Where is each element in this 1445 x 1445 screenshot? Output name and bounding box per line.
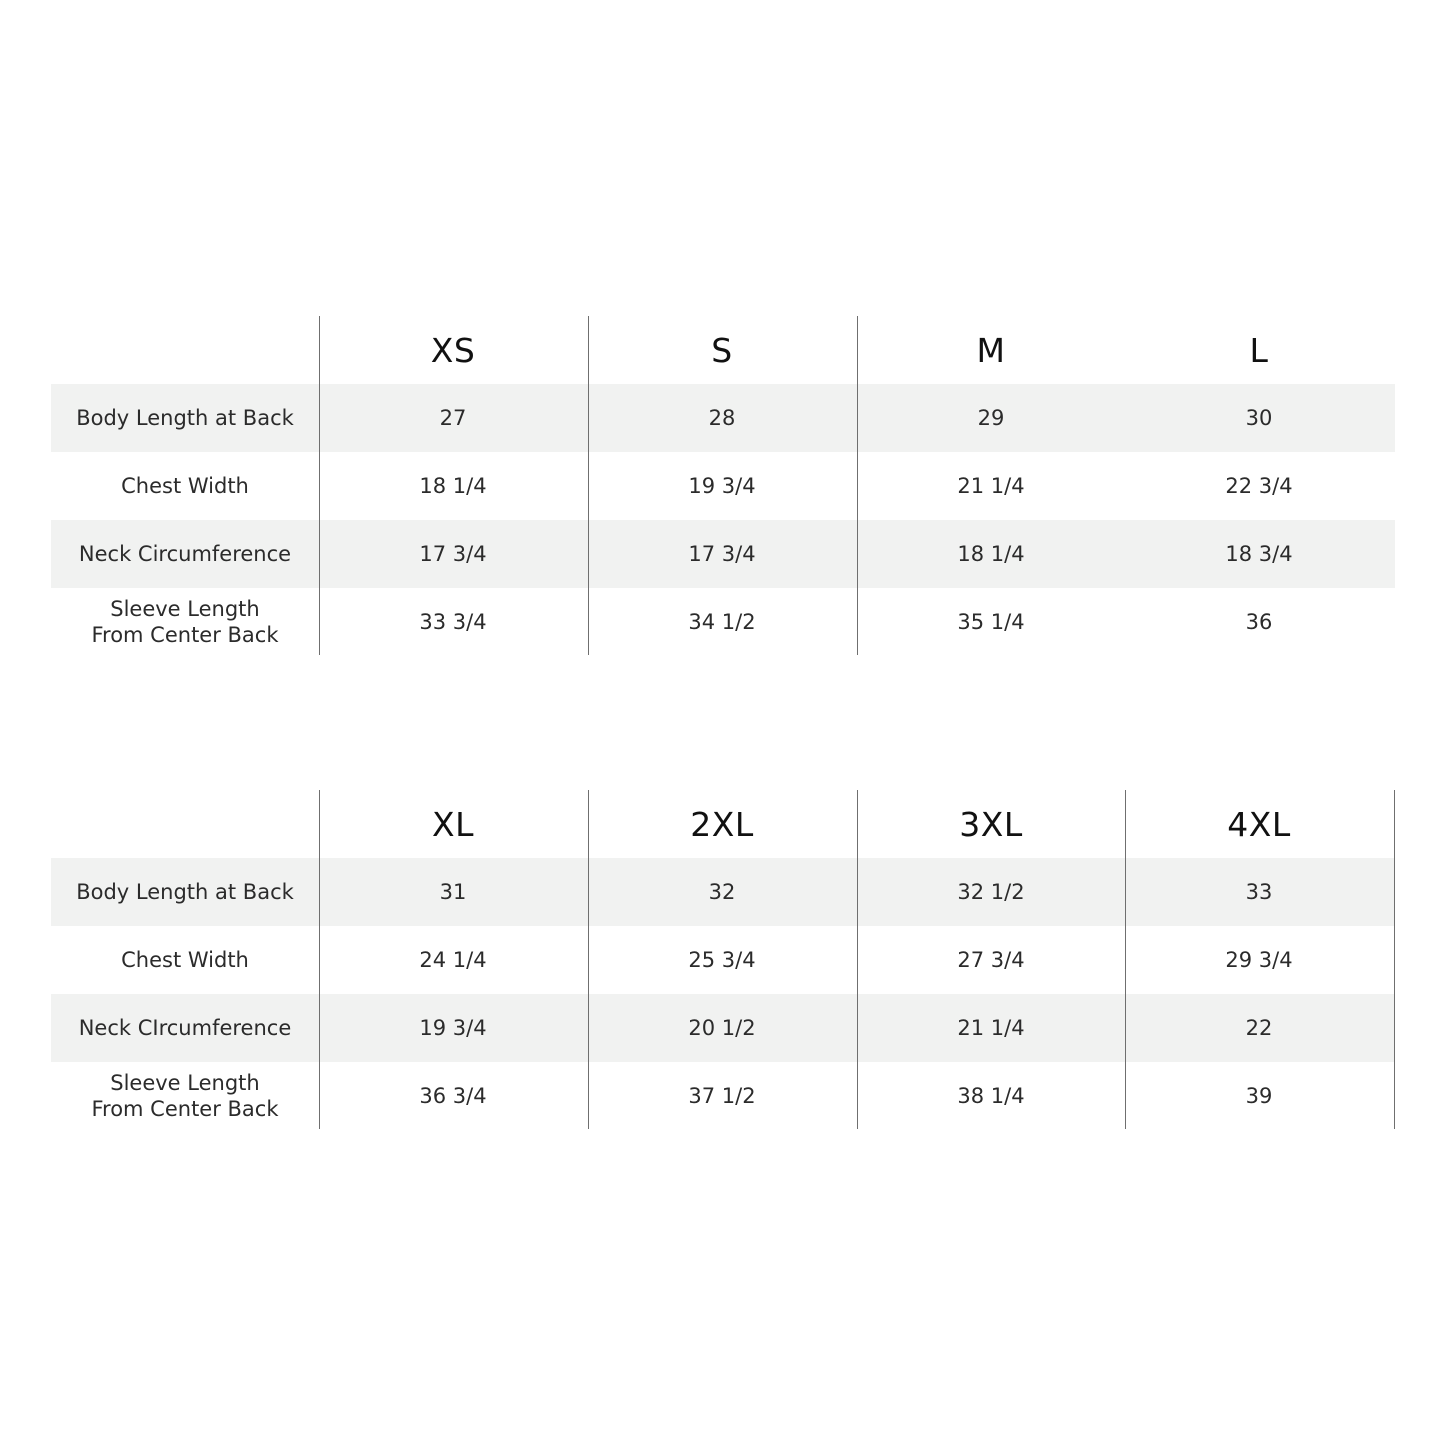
table-cell: 33 bbox=[1245, 880, 1273, 904]
table-cell: 24 1/4 bbox=[419, 948, 487, 972]
table-cell: 17 3/4 bbox=[419, 542, 487, 566]
size-header-s: S bbox=[711, 331, 733, 370]
table-cell: 39 bbox=[1245, 1083, 1273, 1108]
column-divider bbox=[1125, 790, 1126, 1129]
column-divider bbox=[588, 790, 589, 1129]
row-label-body-length: Body Length at Back bbox=[76, 880, 294, 904]
table-cell: 27 bbox=[439, 406, 467, 430]
size-header-3xl: 3XL bbox=[959, 805, 1023, 844]
column-divider bbox=[1394, 790, 1395, 1129]
column-divider bbox=[319, 790, 320, 1129]
row-label-body-length: Body Length at Back bbox=[76, 406, 294, 430]
table-cell: 34 1/2 bbox=[688, 609, 756, 634]
row-label-chest-width: Chest Width bbox=[121, 948, 249, 972]
table-cell: 19 3/4 bbox=[688, 474, 756, 498]
size-header-m: M bbox=[976, 331, 1006, 370]
table-cell: 36 3/4 bbox=[419, 1083, 487, 1108]
row-label-sleeve-length: Sleeve Length From Center Back bbox=[91, 1070, 279, 1121]
table-row bbox=[51, 520, 1395, 588]
column-divider bbox=[857, 790, 858, 1129]
table-row bbox=[51, 994, 1395, 1062]
table-row bbox=[51, 1062, 1395, 1129]
table-cell: 37 1/2 bbox=[688, 1083, 756, 1108]
table-cell: 36 bbox=[1245, 609, 1273, 634]
row-label-chest-width: Chest Width bbox=[121, 474, 249, 498]
table-cell: 30 bbox=[1245, 406, 1273, 430]
row-label-neck-circumference: Neck CIrcumference bbox=[78, 1016, 292, 1040]
table-cell: 21 1/4 bbox=[957, 1016, 1025, 1040]
table-cell: 19 3/4 bbox=[419, 1016, 487, 1040]
header-empty-cell bbox=[51, 790, 319, 858]
size-header-xs: XS bbox=[430, 331, 476, 370]
table-cell: 31 bbox=[439, 880, 467, 904]
table-cell: 25 3/4 bbox=[688, 948, 756, 972]
table-cell: 29 bbox=[977, 406, 1005, 430]
table-row bbox=[51, 858, 1395, 926]
table-cell: 17 3/4 bbox=[688, 542, 756, 566]
table-cell: 35 1/4 bbox=[957, 609, 1025, 634]
size-header-2xl: 2XL bbox=[690, 805, 754, 844]
size-header-xl: XL bbox=[432, 805, 474, 844]
table-cell: 21 1/4 bbox=[957, 474, 1025, 498]
row-label-sleeve-length: Sleeve Length From Center Back bbox=[91, 596, 279, 647]
column-divider bbox=[319, 316, 320, 655]
table-row bbox=[51, 452, 1395, 520]
table-cell: 20 1/2 bbox=[688, 1016, 756, 1040]
size-header-l: L bbox=[1249, 331, 1269, 370]
table-cell: 27 3/4 bbox=[957, 948, 1025, 972]
table-cell: 18 1/4 bbox=[419, 474, 487, 498]
table-cell: 28 bbox=[708, 406, 736, 430]
size-header-row bbox=[51, 790, 1395, 858]
row-label-neck-circumference: Neck Circumference bbox=[78, 542, 292, 566]
table-row bbox=[51, 926, 1395, 994]
table-row bbox=[51, 588, 1395, 655]
table-cell: 32 1/2 bbox=[957, 880, 1025, 904]
table-cell: 33 3/4 bbox=[419, 609, 487, 634]
table-cell: 18 1/4 bbox=[957, 542, 1025, 566]
table-row bbox=[51, 384, 1395, 452]
table-cell: 29 3/4 bbox=[1225, 948, 1293, 972]
table-cell: 22 bbox=[1245, 1016, 1273, 1040]
table-cell: 38 1/4 bbox=[957, 1083, 1025, 1108]
table-cell: 18 3/4 bbox=[1225, 542, 1293, 566]
size-header-4xl: 4XL bbox=[1227, 805, 1291, 844]
column-divider bbox=[857, 316, 858, 655]
column-divider bbox=[588, 316, 589, 655]
table-cell: 32 bbox=[708, 880, 736, 904]
size-header-row bbox=[51, 316, 1395, 384]
table-cell: 22 3/4 bbox=[1225, 474, 1293, 498]
header-empty-cell bbox=[51, 316, 319, 384]
